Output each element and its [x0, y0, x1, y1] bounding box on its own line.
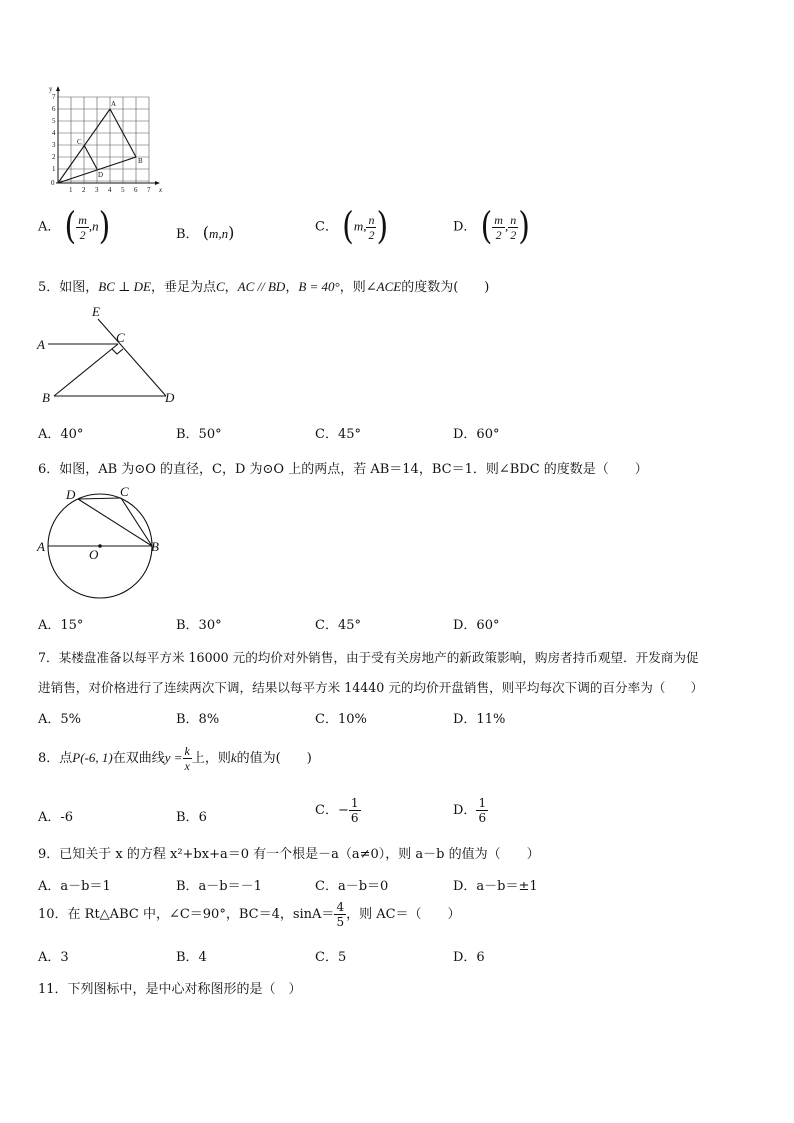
q8-question-text: 8．点P(-6, 1)在双曲线y = $\frac{k}{x}$ 上，则k的值为( )	[38, 744, 312, 773]
q9-question-text: 9．已知关于 x 的方程 x²+bx+a＝0 有一个根是－a（a≠0），则 a－b 的值为（ ）	[38, 847, 540, 862]
q4-point-b-label: B	[138, 157, 143, 165]
q4-option-c[interactable]: C． (m, $\frac{n}{2}$ )	[315, 204, 389, 249]
q4-x-tick: 4	[108, 186, 112, 194]
q4-point-a-label: A	[111, 100, 117, 108]
q4-y-axis-label: y	[49, 85, 53, 93]
q5-option-c[interactable]: C．45°	[315, 427, 361, 442]
q6-label-d: D	[66, 487, 76, 502]
q4-y-tick: 4	[52, 129, 56, 137]
q6-option-a[interactable]: A．15°	[38, 618, 84, 633]
q8-option-a[interactable]: A．-6	[38, 810, 74, 825]
q6-label-o: O	[89, 547, 99, 562]
q6-option-b[interactable]: B．30°	[176, 618, 222, 633]
q7-option-d[interactable]: D．11%	[453, 712, 506, 727]
q4-x-tick: 5	[121, 186, 125, 194]
q7-option-b[interactable]: B．8%	[176, 712, 220, 727]
q4-x-tick: 2	[82, 186, 86, 194]
q8-option-b[interactable]: B．6	[176, 810, 207, 825]
q10-question-text: 10．在 Rt△ABC 中，∠C＝90°，BC＝4，sinA＝ $\frac{4}{5}$ ，则 AC＝（ ）	[38, 900, 461, 929]
q4-option-a[interactable]: A． ( $\frac{m}{2}$ ,n)	[38, 204, 111, 249]
q5-figure	[34, 302, 184, 406]
q6-option-d[interactable]: D．60°	[453, 618, 500, 633]
q10-option-d[interactable]: D．6	[453, 950, 485, 965]
q4-y-tick: 7	[52, 93, 56, 101]
q4-point-c-label: C	[77, 138, 82, 146]
q10-option-b[interactable]: B．4	[176, 950, 207, 965]
q8-option-c[interactable]: C．− $\frac{1}{6}$	[315, 796, 359, 825]
q4-y-tick: 2	[52, 153, 56, 161]
q5-option-a[interactable]: A．40°	[38, 427, 84, 442]
q7-option-c[interactable]: C．10%	[315, 712, 367, 727]
q4-y-tick: 5	[52, 117, 56, 125]
q9-option-a[interactable]: A．a－b＝1	[38, 879, 111, 894]
q5-label-c: C	[116, 330, 125, 345]
q6-label-b: B	[151, 539, 159, 554]
q4-x-tick: 7	[147, 186, 151, 194]
q10-option-c[interactable]: C．5	[315, 950, 347, 965]
q4-point-d-label: D	[98, 171, 104, 179]
q5-option-d[interactable]: D．60°	[453, 427, 500, 442]
q9-option-b[interactable]: B．a－b＝－1	[176, 879, 262, 894]
q6-option-c[interactable]: C．45°	[315, 618, 361, 633]
q6-label-c: C	[120, 484, 129, 499]
q9-option-d[interactable]: D．a－b＝±1	[453, 879, 538, 894]
q4-x-tick: 1	[69, 186, 73, 194]
q4-x-tick: 6	[134, 186, 138, 194]
q6-question-text: 6．如图，AB 为⊙O 的直径，C，D 为⊙O 上的两点，若 AB＝14，BC＝1．则∠BDC 的度数是（ ）	[38, 462, 648, 477]
q4-grid-figure	[40, 82, 170, 194]
q4-y-tick: 3	[52, 141, 56, 149]
q4-x-tick: 3	[95, 186, 99, 194]
q5-label-a: A	[37, 337, 45, 352]
q7-option-a[interactable]: A．5%	[38, 712, 82, 727]
q5-label-b: B	[42, 390, 50, 405]
q4-option-d[interactable]: D． ( $\frac{m}{2}$ , $\frac{n}{2}$ )	[453, 204, 530, 249]
q5-question-text: 5．如图，BC ⊥ DE，垂足为点C，AC // BD，B = 40°，则∠ACE的度数为( )	[38, 279, 490, 295]
q6-figure	[34, 484, 169, 602]
q4-option-b[interactable]: B． (m,n)	[176, 223, 235, 242]
q5-label-d: D	[165, 390, 175, 405]
q4-x-axis-label: x	[159, 186, 163, 194]
q5-label-e: E	[92, 304, 100, 319]
q7-question-line2: 进销售，对价格进行了连续两次下调，结果以每平方米 14440 元的均价开盘销售，则平均每次下调的百分率为（ ）	[38, 680, 704, 695]
q7-question-line1: 7．某楼盘准备以每平方米 16000 元的均价对外销售，由于受有关房地产的新政策影响，购房者持币观望．开发商为促	[38, 650, 699, 665]
q4-origin-label: 0	[51, 179, 55, 187]
q8-option-d[interactable]: D． $\frac{1}{6}$	[453, 796, 487, 825]
q11-question-text: 11．下列图标中，是中心对称图形的是（ ）	[38, 982, 302, 997]
q5-option-b[interactable]: B．50°	[176, 427, 222, 442]
q9-option-c[interactable]: C．a－b＝0	[315, 879, 389, 894]
q10-option-a[interactable]: A．3	[38, 950, 69, 965]
q6-label-a: A	[37, 539, 45, 554]
q4-y-tick: 1	[52, 165, 56, 173]
q4-y-tick: 6	[52, 105, 56, 113]
